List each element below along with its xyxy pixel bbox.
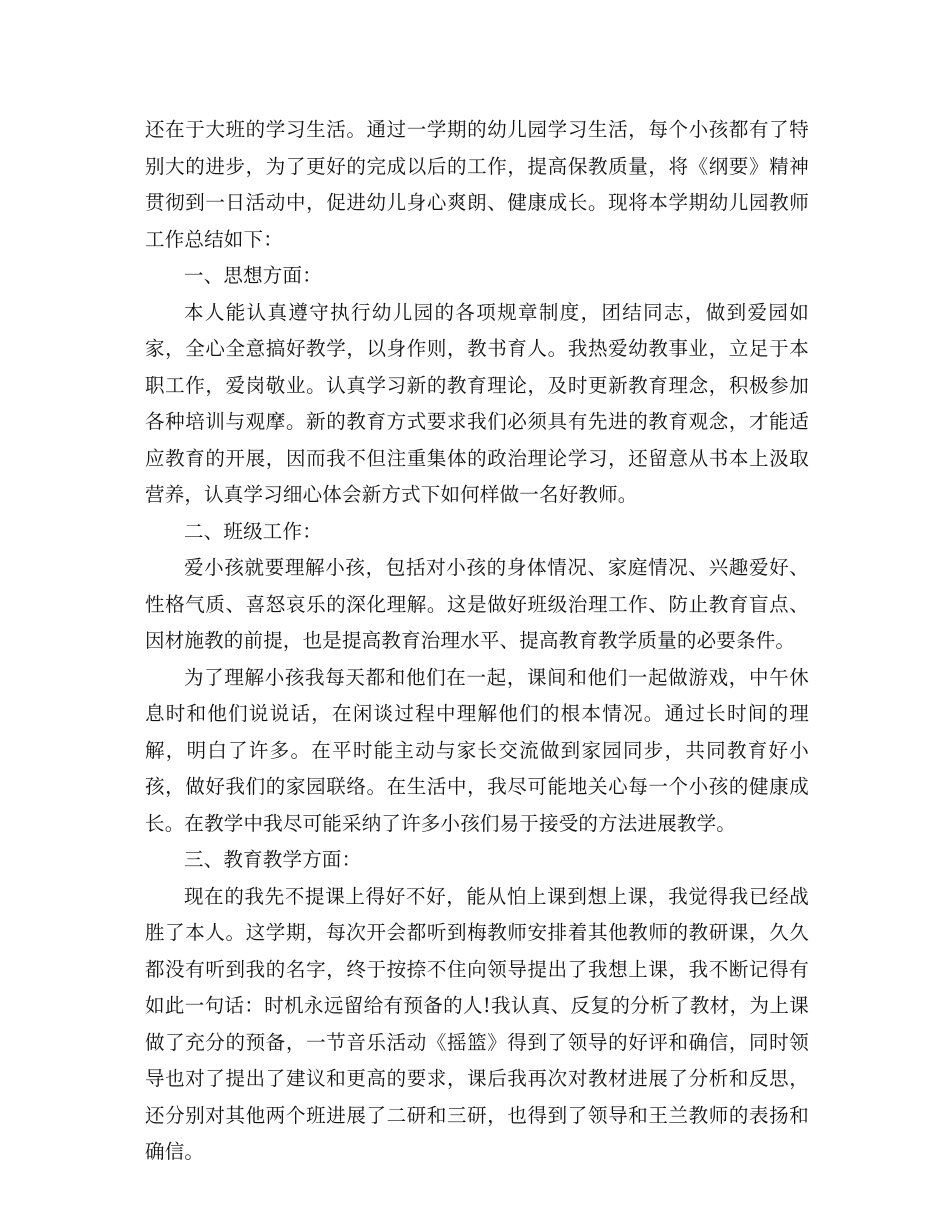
heading-teaching: 三、教育教学方面： — [184, 848, 362, 871]
document-body — [145, 112, 809, 1171]
paragraph-class-work-1: 爱小孩就要理解小孩，包括对小孩的身体情况、家庭情况、兴趣爱好、性格气质、喜怒哀乐的深化理解。这是做好班级治理工作、防止教育盲点、因材施教的前提，也是提高教育治理水平、提高教育教学质量的必要条件。 — [145, 556, 809, 652]
heading-class-work: 二、班级工作： — [184, 519, 322, 543]
paragraph-teaching: 现在的我先不提课上得好不好，能从怕上课到想上课，我觉得我已经战胜了本人。这学期，每次开会都听到梅教师安排着其他教师的教研课，久久都没有听到我的名字，终于按捺不住向领导提出了我想上课，我不断记得有如此一句话：时机永远留给有预备的人!我认真、反复的分析了教材，为上课做了充分的预备，一节音乐活动《摇篮》得到了领导的好评和确信，同时领导也对了提出了建议和更高的要求，课后我再次对教材进展了分析和反思，还分别对其他两个班进展了二研和三研，也得到了领导和王兰教师的表扬和确信。 — [145, 884, 809, 1163]
paragraph-thought: 本人能认真遵守执行幼儿园的各项规章制度，团结同志，做到爱园如家，全心全意搞好教学，以身作则，教书育人。我热爱幼教事业，立足于本职工作，爱岗敬业。认真学习新的教育理论，及时更新教育理念，积极参加各种培训与观摩。新的教育方式要求我们必须具有先进的教育观念，才能适应教育的开展，因而我不但注重集体的政治理论学习，还留意从书本上汲取营养，认真学习细心体会新方式下如何样做一名好教师。 — [145, 300, 809, 506]
heading-thought: 一、思想方面： — [184, 264, 322, 287]
paragraph-class-work-2: 为了理解小孩我每天都和他们在一起，课间和他们一起做游戏，中午休息时和他们说说话，在闲谈过程中理解他们的根本情况。通过长时间的理解，明白了许多。在平时能主动与家长交流做到家园同步，共同教育好小孩，做好我们的家园联络。在生活中，我尽可能地关心每一个小孩的健康成长。在教学中我尽可能采纳了许多小孩们易于接受的方法进展教学。 — [145, 665, 809, 835]
paragraph-intro: 还在于大班的学习生活。通过一学期的幼儿园学习生活，每个小孩都有了特别大的进步，为了更好的完成以后的工作，提高保教质量，将《纲要》精神贯彻到一日活动中，促进幼儿身心爽朗、健康成长。现将本学期幼儿园教师工作总结如下： — [145, 118, 809, 251]
